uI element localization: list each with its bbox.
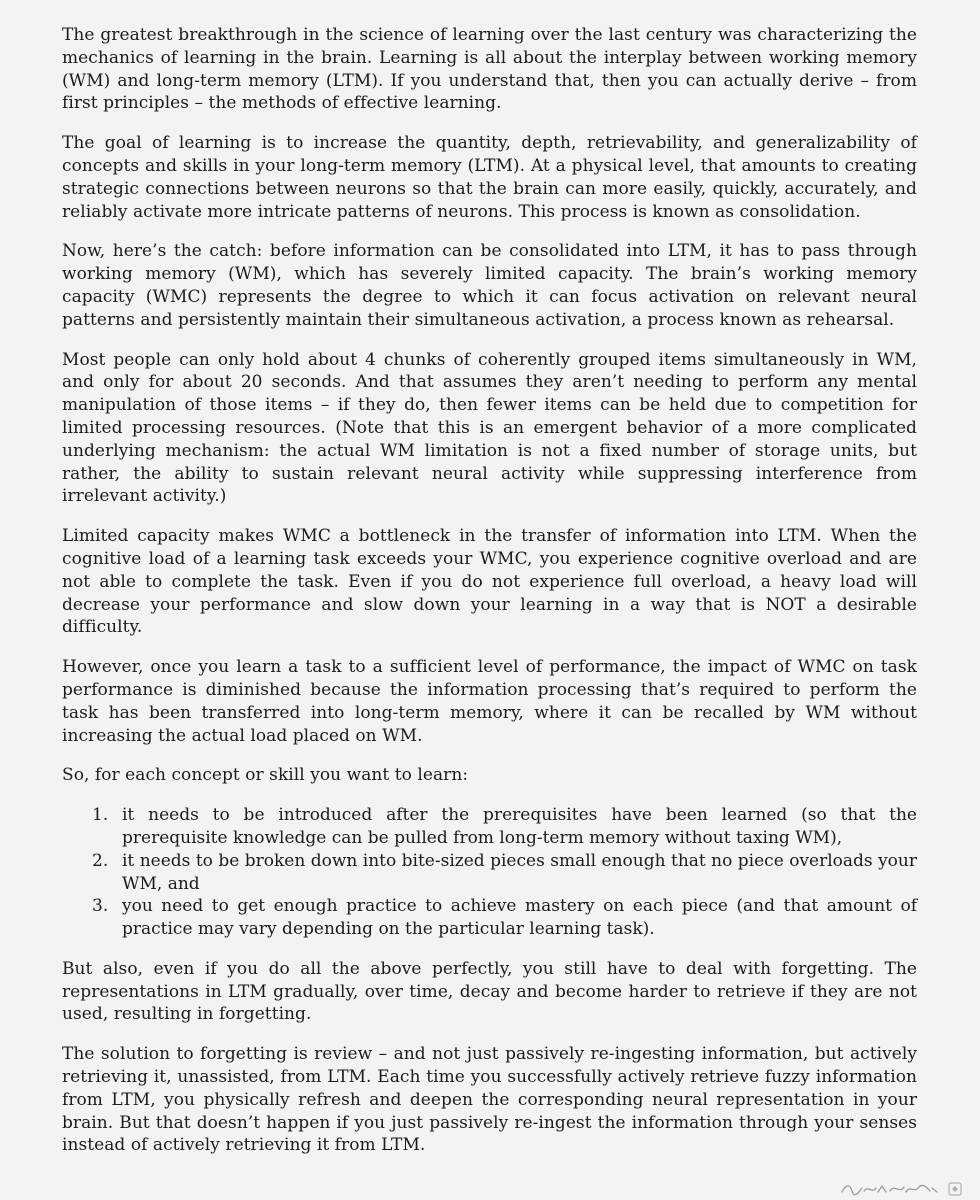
list-item [92, 895, 917, 941]
list-number: 2. [92, 850, 109, 871]
paragraph-review: The solution to forgetting is review – and not just passively re-ingesting information, but actively retrieving it, unassisted, from LTM. Each time you successfully actively retrieve fuzzy information from LTM, you physically refresh and deepen the corresponding neural representation in your brain. But that doesn’t happen if you just passively re-ingest the information through your senses instead of actively retrieving it from LTM. [62, 1044, 917, 1156]
watermark-mark-icon [948, 1182, 962, 1196]
paragraph-1: The greatest breakthrough in the science of learning over the last century was characterizing the mechanics of learning in the brain. Learning is all about the interplay between working memory (WM) and long-term memory (LTM). If you understand that, then you can actually derive – from first principles – the methods of effective learning. [62, 25, 917, 114]
list-item [92, 850, 917, 896]
list-item-text: you need to get enough practice to achieve mastery on each piece (and that amount of practice may vary depending on the particular learning task). [122, 896, 917, 940]
paragraph-3: Now, here’s the catch: before information can be consolidated into LTM, it has to pass through working memory (WM), which has severely limited capacity. The brain’s working memory capacity (WMC) represents the degree to which it can focus activation on relevant neural patterns and persistently maintain their simultaneous activation, a process known as rehearsal. [62, 241, 917, 330]
list-item [92, 804, 917, 850]
document-body [62, 24, 917, 1174]
list-intro: So, for each concept or skill you want to learn: [62, 765, 469, 786]
numbered-list [62, 804, 917, 941]
list-item-text: it needs to be broken down into bite-sized pieces small enough that no piece overloads your WM, and [122, 850, 917, 894]
list-item-text: it needs to be introduced after the prerequisites have been learned (so that the prerequisite knowledge can be pulled from long-term memory without taxing WM), [122, 805, 917, 848]
paragraph-forgetting: But also, even if you do all the above perfectly, you still have to deal with forgetting. The representations in LTM gradually, over time, decay and become harder to retrieve if they are not used, resulting in forgetting. [62, 958, 917, 1025]
paragraph-2: The goal of learning is to increase the quantity, depth, retrievability, and generalizability of concepts and skills in your long-term memory (LTM). At a physical level, that amounts to creating strategic connections between neurons so that the brain can more easily, quickly, accurately, and reliably activate more intricate patterns of neurons. This process is known as consolidation. [62, 133, 917, 222]
paragraph-5: Limited capacity makes WMC a bottleneck in the transfer of information into LTM. When the cognitive load of a learning task exceeds your WMC, you experience cognitive overload and are not able to complete the task. Even if you do not experience full overload, a heavy load will decrease your performance and slow down your learning in a way that is NOT a desirable difficulty. [62, 526, 917, 638]
paragraph-4: Most people can only hold about 4 chunks of coherently grouped items simultaneously in WM, and only for about 20 seconds. And that assumes they aren’t needing to perform any mental manipulation of those items – if they do, then fewer items can be held due to competition for limited processing resources. (Note that this is an emergent behavior of a more complicated underlying mechanism: the actual WM limitation is not a fixed number of storage units, but rather, the ability to sustain relevant neural activity while suppressing interference from irrelevant activity.) [62, 349, 917, 507]
watermark [840, 1182, 962, 1196]
list-number: 3. [92, 896, 109, 917]
paragraph-6: However, once you learn a task to a sufficient level of performance, the impact of WMC on task performance is diminished because the information processing that’s required to perform the task has been transferred into long-term memory, where it can be recalled by WM without increasing the actual load placed on WM. [62, 657, 917, 746]
handwritten-signature [840, 1182, 940, 1196]
list-number: 1. [92, 805, 109, 826]
